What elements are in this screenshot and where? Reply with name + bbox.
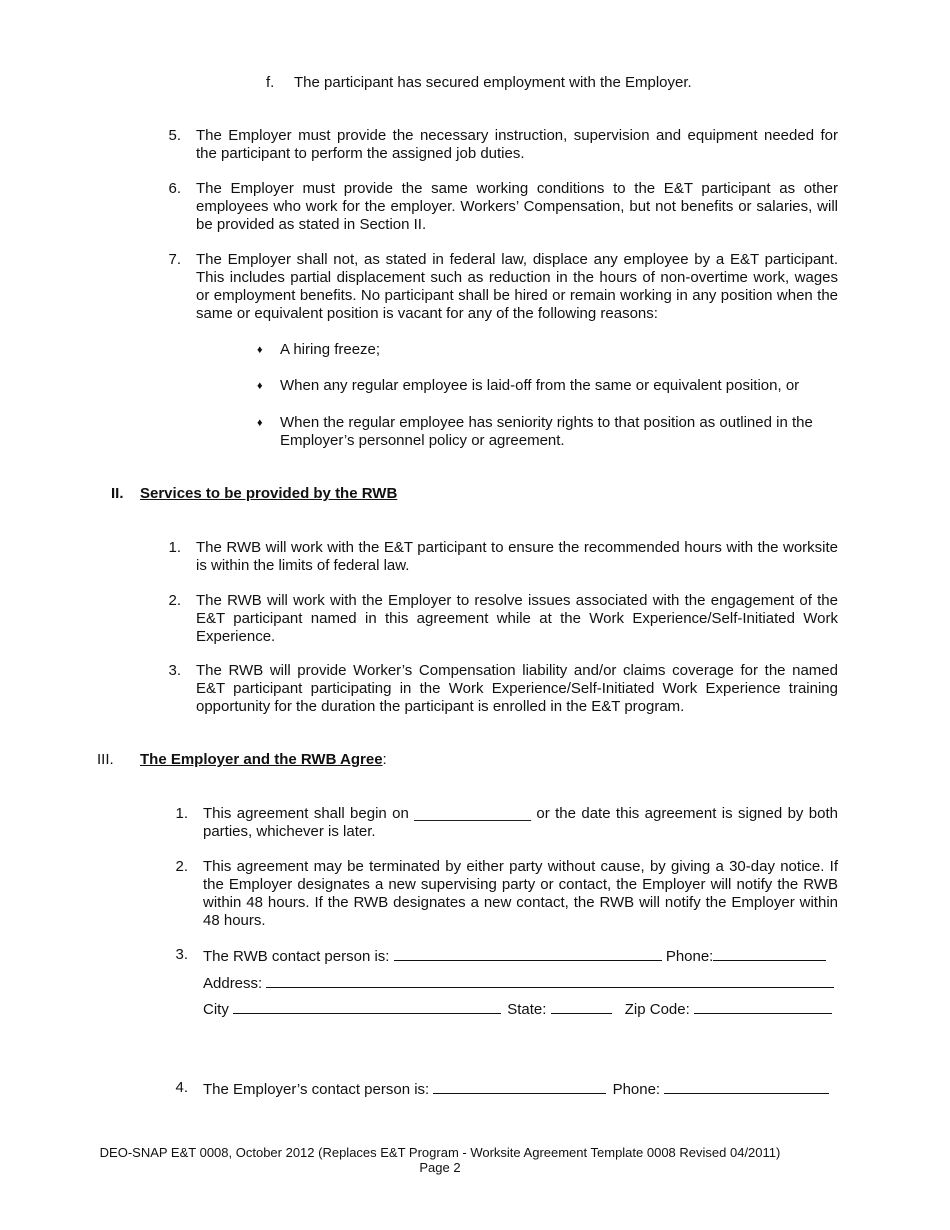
section-ii-item-3-text: The RWB will provide Worker’s Compensation liability and/or claims coverage for the named E&T participant participating in the Work Experience/Self-Initiated Work Experience training opportunity for the duration the participant is enrolled in the E&T program. [196,662,838,715]
diamond-bullet-icon: ♦ [257,417,263,429]
item-5-text: The Employer must provide the necessary instruction, supervision and equipment needed for the participant to perform the assigned job duties. [196,127,838,162]
employer-contact-row [203,1079,839,1099]
diamond-bullet-icon: ♦ [257,380,263,392]
rwb-city-label: City [203,1001,229,1018]
item-7-text: The Employer shall not, as stated in federal law, displace any employee by a E&T participant. This includes partial displacement such as reduction in the hours of non-overtime work, wages or employment benefits. No participant shall be hired or remain working in any position when the same or equivalent position is vacant for any of the following reasons: [196,251,838,322]
bullet-3-text: When the regular employee has seniority rights to that position as outlined in the Employer’s personnel policy or agreement. [280,414,813,449]
rwb-phone-label: Phone: [665,948,714,965]
bullet-2-text: When any regular employee is laid-off from the same or equivalent position, or [280,377,800,394]
section-iii-heading [140,751,387,769]
section-ii-item-1-text: The RWB will work with the E&T participant to ensure the recommended hours with the worksite is within the limits of federal law. [196,539,838,574]
rwb-state-field[interactable] [551,999,612,1014]
rwb-address-row [203,973,839,993]
item-7-number: 7. [168,251,181,268]
section-iii-item-2-number: 2. [175,858,188,875]
section-iii-title-colon: : [382,751,387,768]
rwb-contact-row [203,946,839,966]
item-6-text: The Employer must provide the same working conditions to the E&T participant as other employees who work for the employer. Workers’ Compensation, but not benefits or salaries, will be provided as stated in Section II. [196,180,838,233]
item-f-marker: f. [266,74,275,91]
section-iii-item-1-number: 1. [175,805,188,822]
rwb-city-field[interactable] [233,999,501,1014]
rwb-city-row [203,999,839,1019]
rwb-contact-label: The RWB contact person is: [203,948,390,965]
section-iii-numeral: III. [97,751,114,768]
section-ii-item-2-number: 2. [168,592,181,609]
diamond-bullet-icon: ♦ [257,344,263,356]
rwb-zip-field[interactable] [694,999,832,1014]
section-iii-item-3-number: 3. [175,946,188,963]
section-ii-item-1-number: 1. [168,539,181,556]
item-f-text: The participant has secured employment with the Employer. [294,74,692,91]
employer-phone-field[interactable] [664,1079,829,1094]
employer-phone-label: Phone: [612,1081,661,1098]
footer-page-number: Page 2 [419,1160,461,1175]
rwb-contact-field[interactable] [394,946,662,961]
section-ii-item-2-text: The RWB will work with the Employer to resolve issues associated with the engagement of the E&T participant named in this agreement while at the Work Experience/Self-Initiated Work Experience. [196,592,838,645]
rwb-phone-field[interactable] [713,946,826,961]
bullet-1-text: A hiring freeze; [280,341,381,358]
rwb-state-label: State: [507,1001,547,1018]
section-iii-title: The Employer and the RWB Agree [140,751,383,768]
section-ii-item-3-number: 3. [168,662,181,679]
employer-contact-field[interactable] [433,1079,606,1094]
section-ii-title: Services to be provided by the RWB [140,485,398,502]
item-5-number: 5. [168,127,181,144]
footer-form-id: DEO-SNAP E&T 0008, October 2012 (Replaces E&T Program - Worksite Agreement Template 0008 Revised 04/2011) [99,1145,781,1160]
rwb-address-field[interactable] [266,973,834,988]
rwb-address-label: Address: [203,975,263,992]
section-iii-item-2-text: This agreement may be terminated by either party without cause, by giving a 30-day notice. If the Employer designates a new supervising party or contact, the Employer will notify the RWB within 48 hours. If the RWB designates a new contact, the RWB will notify the Employer within 48 hours. [203,858,838,929]
employer-contact-label: The Employer’s contact person is: [203,1081,430,1098]
item-6-number: 6. [168,180,181,197]
section-iii-item-4-number: 4. [175,1079,188,1096]
rwb-zip-label: Zip Code: [624,1001,690,1018]
section-ii-numeral: II. [111,485,124,502]
section-iii-item-1-text: This agreement shall begin on ______________ or the date this agreement is signed by both parties, whichever is later. [203,805,838,840]
